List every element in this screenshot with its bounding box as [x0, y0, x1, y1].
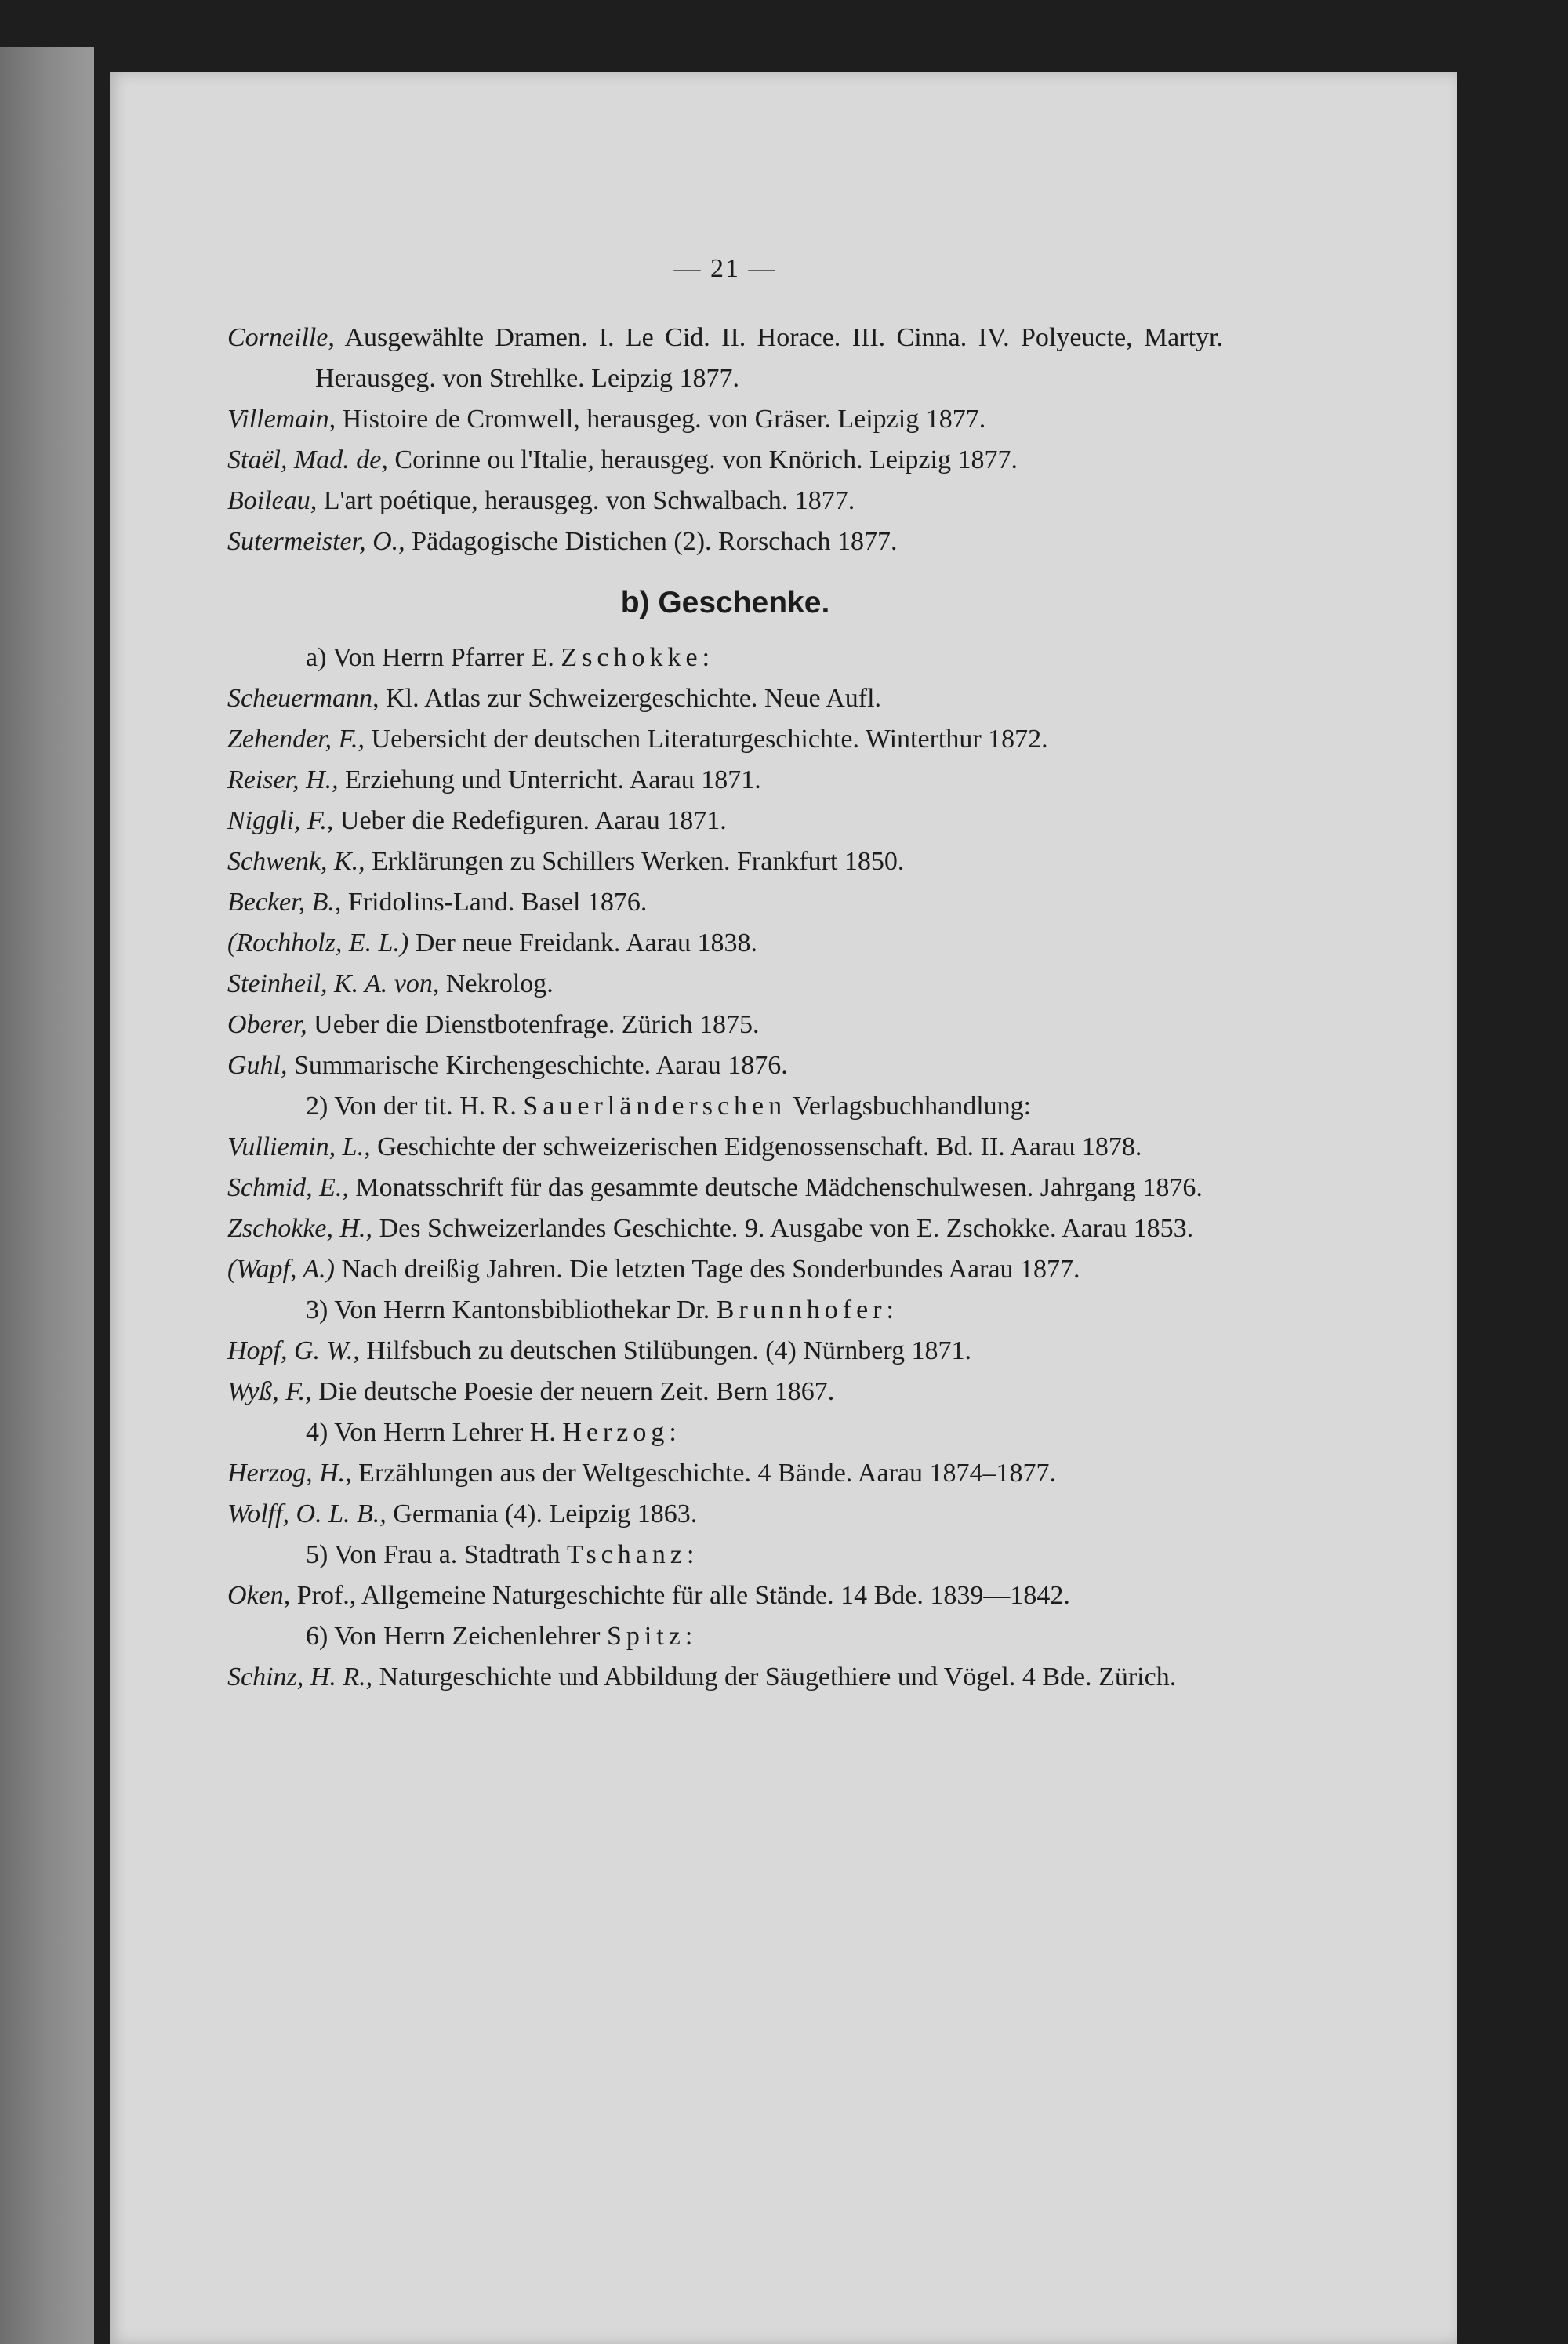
bibliography-entry — [227, 1208, 1223, 1249]
donor-prefix: 2) Von der tit. H. R. — [306, 1092, 524, 1121]
bibliography-entry — [227, 760, 1223, 801]
donor-prefix: 6) Von Herrn Zeichenlehrer — [306, 1622, 607, 1651]
section-heading: b) Geschenke. — [620, 586, 830, 620]
donor-name: Tschanz — [567, 1540, 687, 1569]
entry-text: L'art poétique, herausgeg. von Schwalbach. 1877. — [317, 486, 855, 515]
entry-author: Niggli, F., — [227, 806, 334, 835]
bibliography-entry — [227, 882, 1223, 923]
donor-name: Herzog — [562, 1418, 670, 1447]
entry-text: Naturgeschichte und Abbildung der Säugethiere und Vögel. 4 Bde. Zürich. — [372, 1663, 1177, 1692]
entry-author: Schinz, H. R., — [227, 1663, 373, 1692]
bibliography-entry — [227, 719, 1223, 760]
entry-author: Corneille, — [227, 323, 335, 352]
entry-author: Oberer, — [227, 1010, 307, 1039]
book-page — [110, 72, 1457, 2344]
entry-text: Erklärungen zu Schillers Werken. Frankfurt 1850. — [365, 847, 905, 876]
donor-line — [227, 638, 1223, 678]
donor-suffix: Verlagsbuchhandlung: — [786, 1092, 1032, 1121]
bibliography-entry — [227, 841, 1223, 882]
entry-author: Zehender, F., — [227, 725, 365, 754]
donor-suffix: : — [669, 1418, 677, 1447]
donor-line — [227, 1412, 1223, 1453]
previous-page-edge — [0, 47, 94, 2344]
entry-text: Prof., Allgemeine Naturgeschichte für alle Stände. 14 Bde. 1839—1842. — [290, 1581, 1070, 1610]
bibliography-entry — [227, 1494, 1223, 1535]
bibliography-entry — [227, 1453, 1223, 1494]
entry-author: Wyß, F., — [227, 1377, 312, 1406]
entry-text: Geschichte der schweizerischen Eidgenossenschaft. Bd. II. Aarau 1878. — [370, 1132, 1142, 1161]
page-number: — 21 — — [673, 254, 777, 283]
bibliography-entry — [227, 399, 1223, 440]
entry-text: Hilfsbuch zu deutschen Stilübungen. (4) Nürnberg 1871. — [359, 1336, 972, 1365]
entry-text: Uebersicht der deutschen Literaturgeschichte. Winterthur 1872. — [365, 725, 1048, 754]
entry-author: Hopf, G. W., — [227, 1336, 360, 1365]
bibliography-entry — [227, 1249, 1223, 1290]
bibliography-entry — [227, 678, 1223, 719]
donor-line — [227, 1616, 1223, 1657]
entry-text: Der neue Freidank. Aarau 1838. — [408, 929, 758, 958]
bibliography-entry — [227, 1575, 1223, 1616]
donor-suffix: : — [702, 643, 710, 672]
bibliography-entry — [227, 1372, 1223, 1412]
entry-author: Scheuermann, — [227, 684, 379, 713]
entry-text: Des Schweizerlandes Geschichte. 9. Ausgabe von E. Zschokke. Aarau 1853. — [372, 1214, 1194, 1243]
entry-author: (Wapf, A.) — [227, 1255, 335, 1284]
donor-suffix: : — [684, 1622, 693, 1651]
page-content — [227, 249, 1223, 1698]
entry-author: Herzog, H., — [227, 1459, 352, 1488]
bibliography-entry — [227, 1127, 1223, 1168]
entry-text: Erziehung und Unterricht. Aarau 1871. — [338, 765, 761, 794]
bibliography-entry — [227, 1005, 1223, 1045]
entry-author: Schwenk, K., — [227, 847, 365, 876]
entry-text: Germania (4). Leipzig 1863. — [386, 1499, 698, 1528]
entry-text: Nach dreißig Jahren. Die letzten Tage des Sonderbundes Aarau 1877. — [334, 1255, 1080, 1284]
entry-author: Villemain, — [227, 405, 336, 434]
entry-author: Vulliemin, L., — [227, 1132, 371, 1161]
donor-name: Sauerländerschen — [523, 1092, 787, 1121]
bibliography-entry — [227, 1657, 1223, 1698]
entry-list-top — [227, 318, 1223, 562]
donor-suffix: : — [886, 1296, 894, 1325]
entry-text: Monatsschrift für das gesammte deutsche Mädchenschulwesen. Jahrgang 1876. — [348, 1173, 1203, 1202]
bibliography-entry — [227, 318, 1223, 399]
entry-author: Reiser, H., — [227, 765, 339, 794]
donor-line — [227, 1535, 1223, 1575]
bibliography-entry — [227, 923, 1223, 964]
donor-name: Spitz — [606, 1622, 685, 1651]
donor-prefix: 5) Von Frau a. Stadtrath — [306, 1540, 568, 1569]
bibliography-entry — [227, 521, 1223, 562]
bibliography-entry — [227, 1168, 1223, 1208]
entry-text: Histoire de Cromwell, herausgeg. von Gräser. Leipzig 1877. — [336, 405, 986, 434]
entry-author: Steinheil, K. A. von, — [227, 969, 440, 998]
entry-text: Ausgewählte Dramen. I. Le Cid. II. Horace. III. Cinna. IV. Polyeucte, Martyr. Herausgeg. von Strehlke. Leipzig 1877. — [315, 323, 1223, 393]
entry-text: Pädagogische Distichen (2). Rorschach 1877. — [405, 527, 898, 556]
entry-text: Corinne ou l'Italie, herausgeg. von Knörich. Leipzig 1877. — [387, 445, 1018, 474]
entry-text: Nekrolog. — [439, 969, 554, 998]
entry-text: Ueber die Redefiguren. Aarau 1871. — [333, 806, 727, 835]
donor-name: Brunnhofer — [716, 1296, 887, 1325]
donor-prefix: a) Von Herrn Pfarrer E. — [306, 643, 561, 672]
entry-text: Kl. Atlas zur Schweizergeschichte. Neue Aufl. — [379, 684, 882, 713]
donor-name: Zschokke — [561, 643, 702, 672]
entry-author: (Rochholz, E. L.) — [227, 929, 409, 958]
entry-author: Staël, Mad. de, — [227, 445, 388, 474]
bibliography-entry — [227, 440, 1223, 481]
bibliography-entry — [227, 1331, 1223, 1372]
entry-author: Zschokke, H., — [227, 1214, 373, 1243]
donor-line — [227, 1086, 1223, 1127]
entry-text: Summarische Kirchengeschichte. Aarau 1876. — [287, 1051, 788, 1080]
bibliography-entry — [227, 964, 1223, 1005]
entry-author: Wolff, O. L. B., — [227, 1499, 387, 1528]
donor-prefix: 3) Von Herrn Kantonsbibliothekar Dr. — [306, 1296, 717, 1325]
entry-author: Boileau, — [227, 486, 318, 515]
entry-text: Erzählungen aus der Weltgeschichte. 4 Bände. Aarau 1874–1877. — [351, 1459, 1056, 1488]
donor-line — [227, 1290, 1223, 1331]
bibliography-entry — [227, 481, 1223, 521]
entry-text: Ueber die Dienstbotenfrage. Zürich 1875. — [307, 1010, 760, 1039]
entry-text: Die deutsche Poesie der neuern Zeit. Bern 1867. — [311, 1377, 835, 1406]
donor-prefix: 4) Von Herrn Lehrer H. — [306, 1418, 563, 1447]
donor-suffix: : — [686, 1540, 695, 1569]
entry-author: Becker, B., — [227, 888, 342, 917]
entry-author: Oken, — [227, 1581, 291, 1610]
bibliography-entry — [227, 801, 1223, 841]
entry-author: Sutermeister, O., — [227, 527, 405, 556]
entry-author: Guhl, — [227, 1051, 288, 1080]
entry-author: Schmid, E., — [227, 1173, 349, 1202]
bibliography-entry — [227, 1045, 1223, 1086]
entry-text: Fridolins-Land. Basel 1876. — [341, 888, 648, 917]
